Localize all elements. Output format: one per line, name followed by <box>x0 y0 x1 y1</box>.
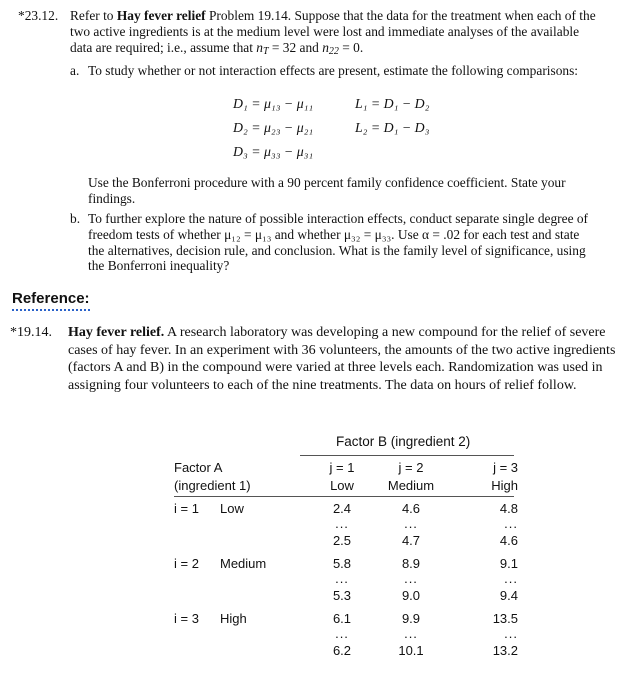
n-22-value: 0 <box>353 39 360 55</box>
ellipsis: ... <box>404 571 418 586</box>
cell-r1-c1-first: 2.4 <box>332 501 352 516</box>
part-b-text: To further explore the nature of possible interaction effects, conduct separate single degree of freedom tests of whether μ₁₂ = μ₁₃ and whether μ₃₂ = μ₃₃. Use α = .02 for each test and state the alternatives, decision rule, and conclusion. What is the family level of significance, using the Bonferroni inequality? <box>88 211 589 274</box>
cell-r1-c3-first: 4.8 <box>499 501 518 516</box>
ellipsis: ... <box>504 626 518 641</box>
exercise-statement <box>70 8 598 59</box>
col-j3: j = 3 <box>493 460 518 475</box>
row-i2: i = 2 <box>174 556 199 571</box>
reference-problem-name: Hay fever relief. <box>68 325 165 340</box>
row-level-medium: Medium <box>220 556 267 571</box>
cell-r3-c2-last: 10.1 <box>398 643 424 658</box>
part-b-label: b. <box>70 211 81 226</box>
ellipsis: ... <box>404 626 418 641</box>
ellipsis: ... <box>335 571 349 586</box>
equation-l1: L₁ = D₁ − D₂ <box>355 96 430 111</box>
equation-d2: D₂ = μ₂₃ − μ₂₁ <box>233 120 314 135</box>
reference-problem-text: A research laboratory was developing a new compound for the relief of severe cases of hay fever. In an experiment with 36 volunteers, the amounts of the two active ingredients (factors A and B) in the compound were varied at three levels each. Randomization was used in assigning four volunteers to each of the nine treatments. The data on hours of relief follow. <box>68 325 616 393</box>
cell-r3-c1-last: 6.2 <box>332 643 352 658</box>
reference-statement <box>68 324 618 394</box>
factor-a-title: Factor A <box>174 460 223 475</box>
part-a-followup-text: Use the Bonferroni procedure with a 90 percent family confidence coefficient. State your findings. <box>88 175 566 206</box>
cell-r1-c2-first: 4.6 <box>401 501 421 516</box>
cell-r3-c3-first: 13.5 <box>492 611 518 626</box>
row-i3: i = 3 <box>174 611 199 626</box>
cell-r2-c2-last: 9.0 <box>401 588 421 603</box>
cell-r2-c3-last: 9.4 <box>499 588 518 603</box>
col-level-high: High <box>491 478 518 493</box>
cell-r1-c3-last: 4.6 <box>499 533 518 548</box>
cell-r2-c1-last: 5.3 <box>332 588 352 603</box>
factor-b-rule <box>300 455 514 456</box>
col-level-medium: Medium <box>387 478 435 493</box>
ellipsis: ... <box>504 571 518 586</box>
exercise-number: *23.12. <box>18 8 59 23</box>
equation-l2: L₂ = D₁ − D₃ <box>355 120 430 135</box>
cell-r2-c1-first: 5.8 <box>332 556 352 571</box>
factor-a-subtitle: (ingredient 1) <box>174 478 251 493</box>
reference-title: Reference: <box>12 290 90 307</box>
statement-rendered: Problem 19.14. Suppose that the data for the treatment when each of the two active ingredients is at the medium level were lost and immediate analyses of the available data are required; i.e., assume that $n_T = 32$ and $n_{22} = 0$. <box>70 8 596 57</box>
col-j1: j = 1 <box>329 460 355 475</box>
col-level-low: Low <box>330 478 354 493</box>
reference-number: *19.14. <box>10 325 52 340</box>
cell-r3-c2-first: 9.9 <box>401 611 421 626</box>
ellipsis: ... <box>335 516 349 531</box>
col-j2: j = 2 <box>398 460 424 475</box>
row-i1: i = 1 <box>174 501 199 516</box>
cell-r2-c2-first: 8.9 <box>401 556 421 571</box>
equation-d3: D₃ = μ₃₃ − μ₃₁ <box>233 144 314 159</box>
cell-r3-c3-last: 13.2 <box>492 643 518 658</box>
cell-r1-c1-last: 2.5 <box>332 533 352 548</box>
equation-d1: D₁ = μ₁₃ − μ₁₁ <box>233 96 314 111</box>
cell-r3-c1-first: 6.1 <box>332 611 352 626</box>
ellipsis: ... <box>404 516 418 531</box>
factor-b-title: Factor B (ingredient 2) <box>336 434 471 449</box>
part-a-label: a. <box>70 63 80 78</box>
cell-r2-c3-first: 9.1 <box>499 556 518 571</box>
cell-r1-c2-last: 4.7 <box>401 533 421 548</box>
reference-underline <box>12 309 90 311</box>
part-a-text: To study whether or not interaction effects are present, estimate the following comparisons: <box>88 63 579 78</box>
ellipsis: ... <box>504 516 518 531</box>
header-rule <box>174 496 514 497</box>
row-level-low: Low <box>220 501 244 516</box>
reference-name: Hay fever relief <box>116 8 206 23</box>
n-t-value: 32 <box>282 39 297 55</box>
ellipsis: ... <box>335 626 349 641</box>
statement-prefix: Refer to <box>70 8 117 23</box>
row-level-high: High <box>220 611 247 626</box>
